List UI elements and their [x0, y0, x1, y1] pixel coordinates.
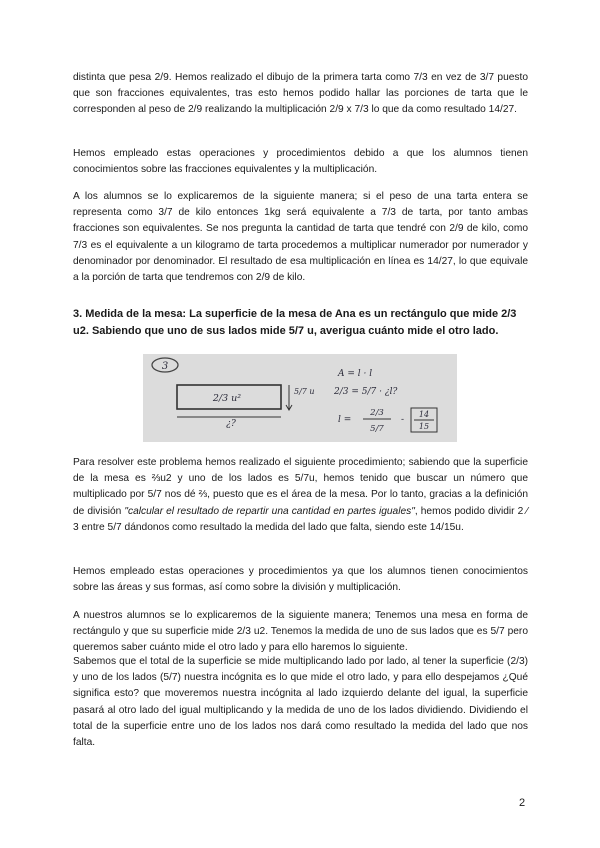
paragraph-7: Sabemos que el total de la superficie se mide multiplicando lado por lado, al tener la superficie (2/3) y uno de los lados (5/7) nuestra incógnita es lo que mide el otro lado, y para ello despejamos ¿Qué significa esto? que moveremos nuestra incógnita al lado izquierdo delante del igual, la superficie pasará al otro lado del igual multiplicando y la medida de uno de los lados dividiendo. Dividiendo el total de la superficie entre uno de los lados nos dará como resultado la medida del lado que nos falta.	[73, 656, 528, 749]
paragraph-3: A los alumnos se lo explicaremos de la siguiente manera; si el peso de una tarta entera se representa como 3/7 de kilo entonces 1kg será equivalente a 7/3 de tarta, por tanto ambas fracciones son equivalentes. Se nos pregunta la cantidad de tarta que tendré con 2/9 de kilo, como 7/3 es el equivalente a un kilogramo de tarta procedemos a multiplicar numerador por numerador y denominador por denominador. El resultado de esa multiplicación en línea es 14/27, lo que equivale a la porción de tarta que tendremos con 2/9 de kilo.	[73, 191, 528, 284]
formula-numerator: 2/3	[370, 408, 384, 418]
paragraph-4-end: , hemos podido dividir 2 ⁄ 3 entre 5/7 dándonos como resultado la medida del lado que falta, siendo este 14/15u.	[73, 505, 528, 533]
formula-denominator: 5/7	[370, 424, 384, 434]
formula-line-1: A = l · l	[338, 369, 373, 379]
paragraph-4-start: Para resolver este problema hemos realizado el siguiente procedimiento; sabiendo que la superficie de la mesa es ⅔u2 y uno de los lados es 5/7u, hemos tenido que buscar un número que multiplicado por 5/7 nos dé ⅔, puesto que es el área de la mesa. Por lo tanto, gracias a la definición de división	[73, 457, 528, 517]
handwritten-figure	[143, 354, 457, 442]
problem-3-heading: 3. Medida de la mesa: La superficie de la mesa de Ana es un rectángulo que mide 2/3 u2. Sabiendo que uno de sus lados mide 5/7 u, averigua cuánto mide el otro lado.	[73, 308, 517, 337]
paragraph-6: A nuestros alumnos se lo explicaremos de la siguiente manera; Tenemos una mesa en forma de rectángulo y que su superficie mide 2/3 u2. Tenemos la medida de uno de sus lados que es 5/7 pero queremos saber cuánto mide el otro lado y para ello haremos lo siguiente.	[73, 610, 528, 654]
formula-equals: -	[401, 415, 405, 425]
handwritten-sketch	[143, 354, 457, 442]
paragraph-2: Hemos empleado estas operaciones y procedimientos debido a que los alumnos tienen conocimientos sobre las fracciones equivalentes y la multiplicación.	[73, 148, 528, 176]
area-label: 2/3 u²	[212, 393, 242, 404]
result-denominator: 15	[418, 422, 430, 431]
division-definition-quote: "calcular el resultado de repartir una cantidad en partes iguales"	[124, 505, 415, 517]
paragraph-4	[73, 455, 528, 536]
result-numerator: 14	[418, 410, 430, 419]
paragraph-5: Hemos empleado estas operaciones y procedimientos ya que los alumnos tienen conocimientos sobre las áreas y sus formas, así como sobre la división y multiplicación.	[73, 566, 528, 594]
formula-line-2: 2/3 = 5/7 · ¿l?	[334, 387, 398, 397]
formula-l: l =	[338, 415, 352, 425]
bottom-label: ¿?	[226, 419, 236, 429]
paragraph-1: distinta que pesa 2/9. Hemos realizado el dibujo de la primera tarta como 7/3 en vez de 3/7 puesto que son fracciones equivalentes, tras esto hemos podido hallar las porciones de tarta que le corresponden al peso de 2/9 realizando la multiplicación 2/9 x 7/3 lo que da como resultado 14/27.	[73, 72, 528, 116]
page-number: 2	[519, 797, 526, 809]
figure-number: 3	[161, 361, 169, 372]
side-label: 5/7 u	[294, 387, 315, 396]
